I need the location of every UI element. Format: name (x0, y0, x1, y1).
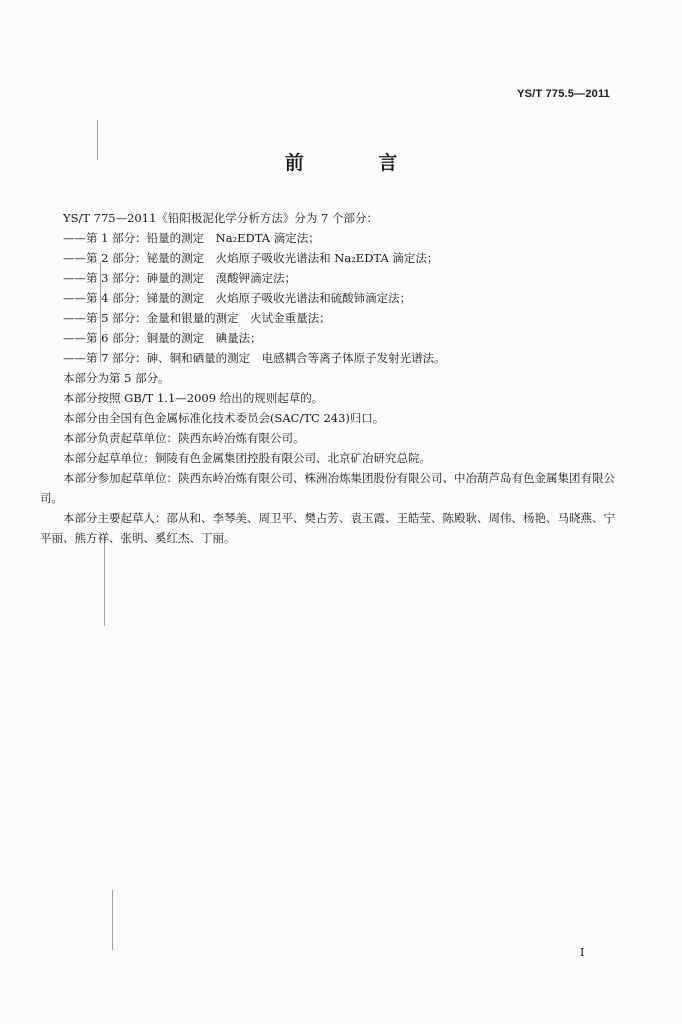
page-title: 前 言 (284, 152, 432, 174)
part-item-1: ——第 1 部分：铅量的测定 Na₂EDTA 滴定法； (63, 231, 320, 245)
paragraph-drafting-units: 本部分起草单位：铜陵有色金属集团控股有限公司、北京矿冶研究总院。 (63, 451, 431, 465)
part-item-2: ——第 2 部分：铋量的测定 火焰原子吸收光谱法和 Na₂EDTA 滴定法； (63, 251, 439, 265)
paragraph-drafters: 本部分主要起草人：邵从和、李琴美、周卫平、樊占芳、袁玉霞、王皓莹、陈殿耿、周伟、杨艳、马晓燕、宁平丽、熊方祥、张明、奚红杰、丁丽。 (40, 511, 615, 545)
paragraph-responsible-unit: 本部分负责起草单位：陕西东岭冶炼有限公司。 (63, 431, 305, 445)
scan-artifact-line (104, 536, 105, 626)
paragraph-drafting-rules: 本部分按照 GB/T 1.1—2009 给出的规则起草的。 (63, 391, 324, 405)
page-number: I (580, 946, 585, 959)
paragraph-participating-units: 本部分参加起草单位：陕西东岭冶炼有限公司、株洲冶炼集团股份有限公司、中冶葫芦岛有色金属集团有限公司。 (40, 471, 615, 505)
standard-code: YS/T 775.5—2011 (517, 88, 610, 100)
intro-line: YS/T 775—2011《铅阳极泥化学分析方法》分为 7 个部分： (63, 211, 379, 225)
paragraph-part-number: 本部分为第 5 部分。 (63, 371, 170, 385)
foreword-body (40, 208, 620, 548)
part-item-7: ——第 7 部分：砷、铜和硒量的测定 电感耦合等离子体原子发射光谱法。 (63, 351, 446, 365)
part-item-6: ——第 6 部分：铜量的测定 碘量法； (63, 331, 262, 345)
scan-artifact-line (112, 890, 113, 950)
paragraph-committee: 本部分由全国有色金属标准化技术委员会(SAC/TC 243)归口。 (63, 411, 385, 425)
part-item-4: ——第 4 部分：锑量的测定 火焰原子吸收光谱法和硫酸铈滴定法； (63, 291, 412, 305)
part-item-3: ——第 3 部分：砷量的测定 溴酸钾滴定法； (63, 271, 297, 285)
part-item-5: ——第 5 部分：金量和银量的测定 火试金重量法； (63, 311, 331, 325)
